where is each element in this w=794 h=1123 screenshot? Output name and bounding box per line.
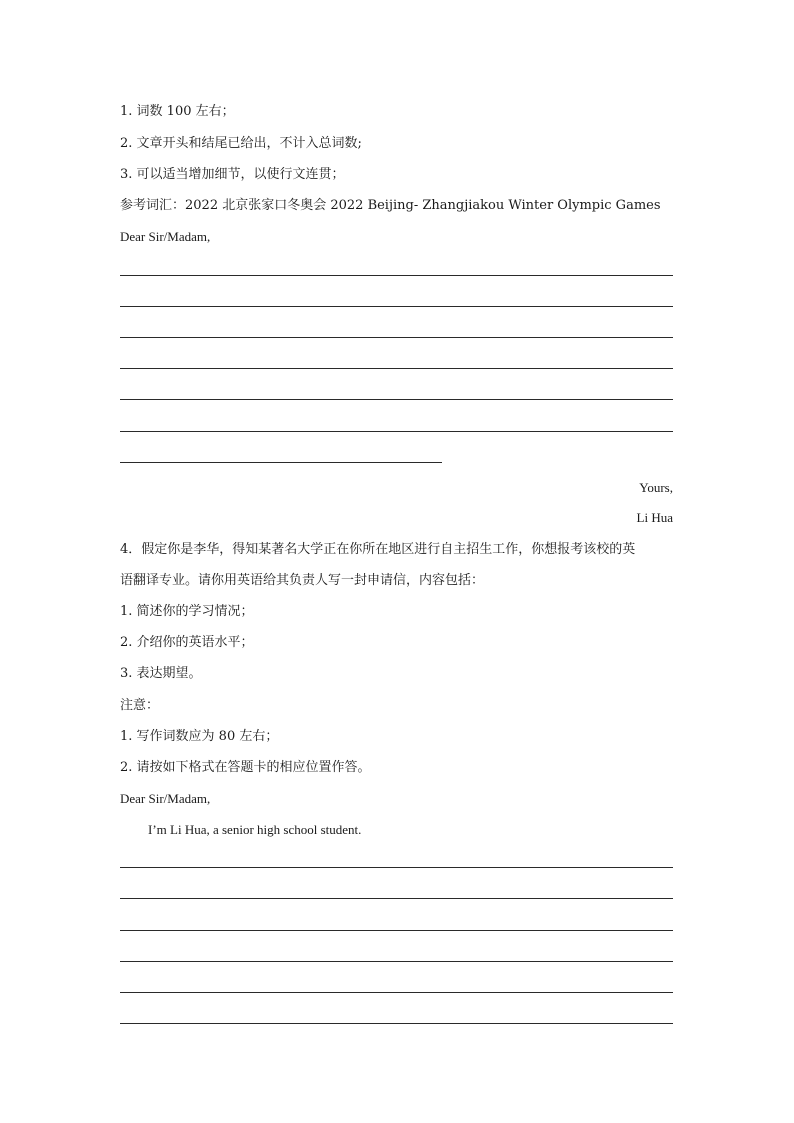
answer-line[interactable] (120, 961, 673, 962)
answer-line[interactable] (120, 368, 673, 369)
answer-line[interactable] (120, 1023, 673, 1024)
answer-line[interactable] (120, 275, 673, 276)
answer-line[interactable] (120, 867, 673, 868)
question-4-prompt-line-1: 4．假定你是李华，得知某著名大学正在你所在地区进行自主招生工作，你想报考该校的英 (120, 542, 636, 557)
answer-line[interactable] (120, 898, 673, 899)
note-1: 1. 写作词数应为 80 左右； (120, 729, 279, 744)
letter-greeting: Dear Sir/Madam, (120, 229, 211, 244)
answer-line[interactable] (120, 930, 673, 931)
letter-greeting-2: Dear Sir/Madam, (120, 791, 211, 806)
answer-line[interactable] (120, 399, 673, 400)
reference-vocabulary: 参考词汇：2022 北京张家口冬奥会 2022 Beijing- Zhangjiakou Winter Olympic Games (120, 198, 661, 213)
requirement-1: 1. 词数 100 左右； (120, 104, 235, 119)
requirement-3: 3. 可以适当增加细节，以使行文连贯； (120, 167, 345, 182)
letter-signature: Li Hua (636, 510, 673, 525)
letter-closing: Yours, (639, 480, 673, 495)
note-label: 注意： (120, 698, 160, 713)
requirement-2: 2. 文章开头和结尾已给出，不计入总词数; (120, 136, 362, 151)
question-4-prompt-line-2: 语翻译专业。请你用英语给其负责人写一封申请信，内容包括： (120, 573, 485, 588)
answer-line[interactable] (120, 431, 673, 432)
note-2: 2. 请按如下格式在答题卡的相应位置作答。 (120, 760, 371, 775)
content-point-3: 3. 表达期望。 (120, 666, 202, 681)
content-point-1: 1. 简述你的学习情况； (120, 604, 254, 619)
answer-line[interactable] (120, 306, 673, 307)
answer-line-short[interactable] (120, 462, 442, 463)
content-point-2: 2. 介绍你的英语水平； (120, 635, 254, 650)
answer-line[interactable] (120, 992, 673, 993)
letter-opening: I’m Li Hua, a senior high school student. (148, 822, 362, 837)
answer-line[interactable] (120, 337, 673, 338)
